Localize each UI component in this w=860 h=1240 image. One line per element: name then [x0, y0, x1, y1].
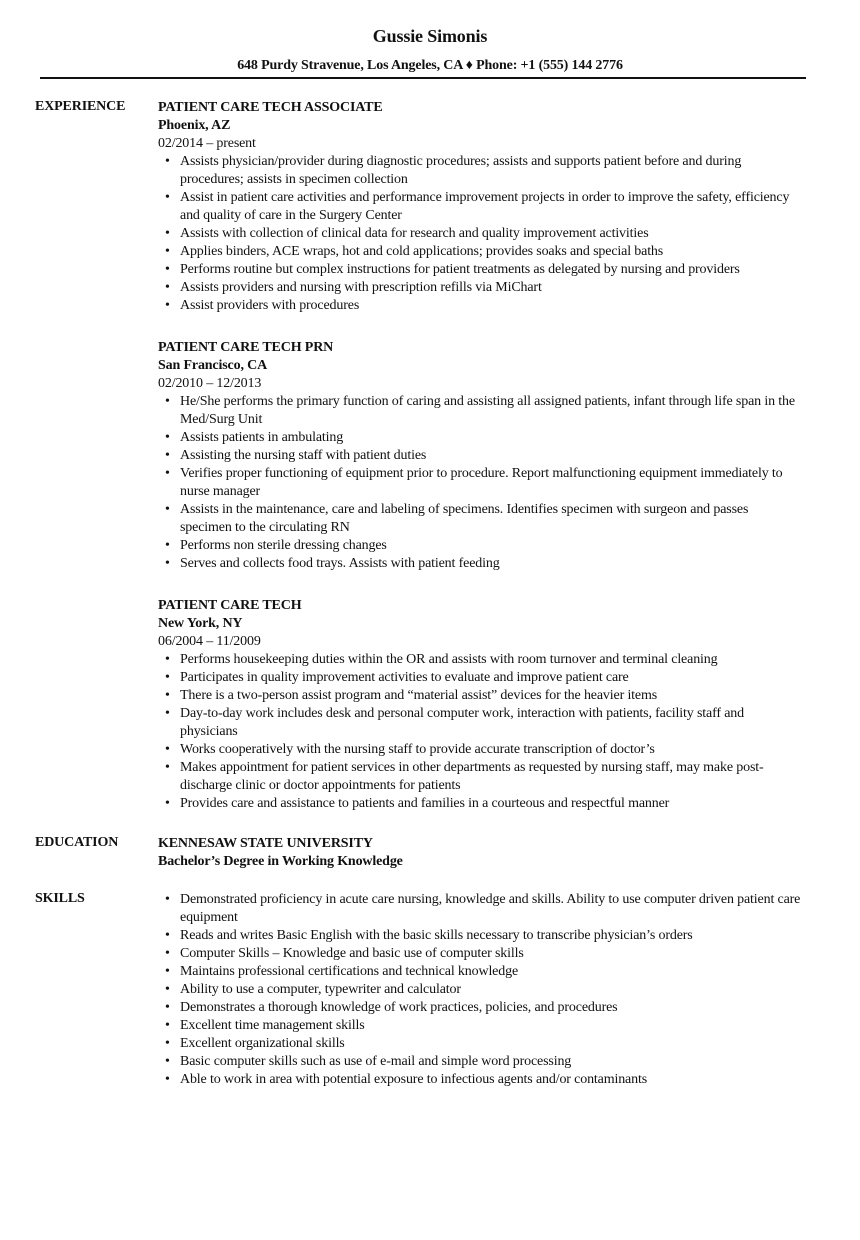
skill-item: • Reads and writes Basic English with the basic skills necessary to transcribe physician’s orders: [180, 927, 803, 945]
job-entry: [158, 597, 803, 813]
job-dates: 02/2014 – present: [158, 136, 256, 151]
bullet-item: • Works cooperatively with the nursing staff to provide accurate transcription of doctor’s: [180, 741, 803, 759]
contact-info: 648 Purdy Stravenue, Los Angeles, CA ♦ Phone: +1 (555) 144 2776: [237, 58, 623, 73]
job-bullets: [158, 651, 803, 813]
section-label: EDUCATION: [35, 835, 119, 850]
experience-list: [158, 99, 803, 837]
job-title: PATIENT CARE TECH PRN: [158, 340, 334, 355]
skill-item: • Computer Skills – Knowledge and basic use of computer skills: [180, 945, 803, 963]
job-bullets: [158, 393, 803, 573]
skill-item: • Maintains professional certifications and technical knowledge: [180, 963, 803, 981]
bullet-item: • Participates in quality improvement activities to evaluate and improve patient care: [180, 669, 803, 687]
bullet-item: • There is a two-person assist program and “material assist” devices for the heavier items: [180, 687, 803, 705]
job-entry: [158, 339, 803, 573]
bullet-item: • Assists patients in ambulating: [180, 429, 803, 447]
bullet-item: • Makes appointment for patient services in other departments as requested by nursing staff, may make post-discharge clinic or doctor appointments for patients: [180, 759, 803, 795]
bullet-item: • He/She performs the primary function of caring and assisting all assigned patients, infant through life span in the Med/Surg Unit: [180, 393, 803, 429]
bullet-item: • Assists in the maintenance, care and labeling of specimens. Identifies specimen with surgeon and passes specimen to the circulating RN: [180, 501, 803, 537]
job-title: PATIENT CARE TECH: [158, 598, 302, 613]
section-label: SKILLS: [35, 891, 85, 906]
job-location: Phoenix, AZ: [158, 118, 231, 133]
job-title: PATIENT CARE TECH ASSOCIATE: [158, 100, 383, 115]
skills-list: [158, 891, 803, 1089]
job-dates: 02/2010 – 12/2013: [158, 376, 262, 391]
bullet-item: • Day-to-day work includes desk and personal computer work, interaction with patients, facility staff and physicians: [180, 705, 803, 741]
job-location: New York, NY: [158, 616, 243, 631]
bullet-item: • Performs non sterile dressing changes: [180, 537, 803, 555]
job-dates: 06/2004 – 11/2009: [158, 634, 261, 649]
bullet-item: • Verifies proper functioning of equipment prior to procedure. Report malfunctioning equipment immediately to nurse manager: [180, 465, 803, 501]
skill-item: • Able to work in area with potential exposure to infectious agents and/or contaminants: [180, 1071, 803, 1089]
bullet-item: • Performs routine but complex instructions for patient treatments as delegated by nursing and providers: [180, 261, 803, 279]
bullet-item: • Assist in patient care activities and performance improvement projects in order to improve the safety, efficiency and quality of care in the Surgery Center: [180, 189, 803, 225]
skill-item: • Basic computer skills such as use of e-mail and simple word processing: [180, 1053, 803, 1071]
skill-item: • Demonstrated proficiency in acute care nursing, knowledge and skills. Ability to use computer driven patient care equipment: [180, 891, 803, 927]
bullet-item: • Performs housekeeping duties within the OR and assists with room turnover and terminal cleaning: [180, 651, 803, 669]
bullet-item: • Applies binders, ACE wraps, hot and cold applications; provides soaks and special baths: [180, 243, 803, 261]
job-entry: [158, 99, 803, 315]
degree: Bachelor’s Degree in Working Knowledge: [158, 854, 403, 869]
bullet-item: • Assists physician/provider during diagnostic procedures; assists and supports patient before and during procedures; assists in specimen collection: [180, 153, 803, 189]
bullet-item: • Serves and collects food trays. Assists with patient feeding: [180, 555, 803, 573]
bullet-item: • Assisting the nursing staff with patient duties: [180, 447, 803, 465]
bullet-item: • Assists with collection of clinical data for research and quality improvement activities: [180, 225, 803, 243]
skill-item: • Excellent time management skills: [180, 1017, 803, 1035]
skill-item: • Ability to use a computer, typewriter and calculator: [180, 981, 803, 999]
candidate-name: Gussie Simonis: [372, 26, 488, 46]
bullet-item: • Provides care and assistance to patients and families in a courteous and respectful manner: [180, 795, 803, 813]
job-bullets: [158, 153, 803, 315]
school-name: KENNESAW STATE UNIVERSITY: [158, 836, 373, 851]
section-label: EXPERIENCE: [35, 99, 126, 114]
job-location: San Francisco, CA: [158, 358, 268, 373]
header-divider: [40, 77, 806, 79]
skill-item: • Demonstrates a thorough knowledge of work practices, policies, and procedures: [180, 999, 803, 1017]
skill-item: • Excellent organizational skills: [180, 1035, 803, 1053]
bullet-item: • Assist providers with procedures: [180, 297, 803, 315]
bullet-item: • Assists providers and nursing with prescription refills via MiChart: [180, 279, 803, 297]
